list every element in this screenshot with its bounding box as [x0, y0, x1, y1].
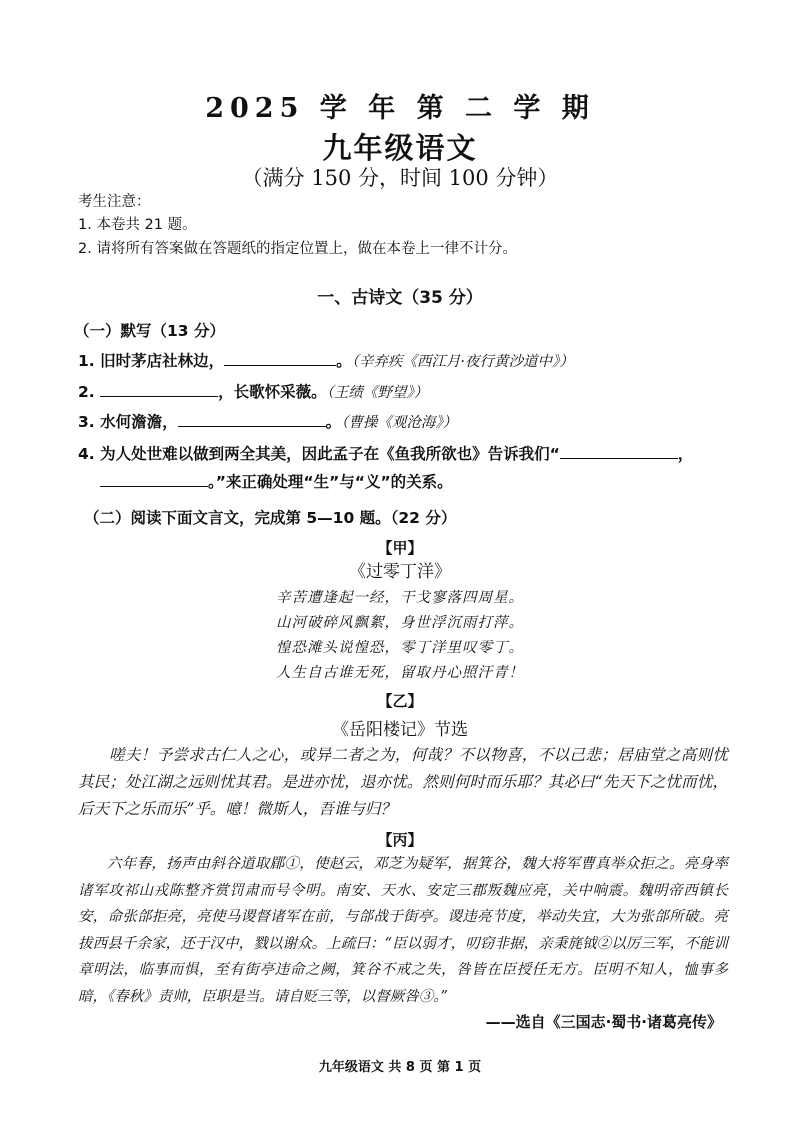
- passage-jia-label: 【甲】: [377, 539, 423, 557]
- passage-jia-title: 《过零丁洋》: [349, 562, 451, 582]
- passage-bing-label: 【丙】: [377, 831, 423, 849]
- passage-yi-title: 《岳阳楼记》节选: [332, 720, 468, 740]
- q3-answer-blank[interactable]: [178, 412, 326, 427]
- subject-title: 九年级语文: [322, 131, 478, 165]
- q3-post: 。: [325, 413, 342, 431]
- q2-number: 2.: [78, 383, 95, 401]
- q4-answer-blank-2[interactable]: [100, 472, 208, 487]
- passage-bing-citation: ——选自《三国志·蜀书·诸葛亮传》: [485, 1013, 722, 1031]
- question-4-line-2: [100, 470, 453, 492]
- q3-source: （曹操《观沧海》）: [341, 415, 458, 431]
- q3-pre: 水何澹澹，: [100, 413, 178, 431]
- question-1: [78, 349, 574, 371]
- passage-bing-text: 六年春，扬声由斜谷道取郿①，使赵云，邓芝为疑军，据箕谷，魏大将军曹真举众拒之。亮身率诸军攻祁山戎陈整齐赏罚肃而号令明。南安、天水、安定三郡叛魏应亮，关中响震。魏明帝西镇长安，命张郃拒亮，亮使马谡督诸军在前，与郃战于街亭。谡违亮节度，举动失宜，大为张郃所破。亮拔西县千余家，还于汉中，戮以谢众。上疏曰：“臣以弱才，叨窃非据，亲秉旄钺②以厉三军，不能训章明法，临事而惧，至有街亭违命之阙，箕谷不戒之失，咎皆在臣授任无方。臣明不知人，恤事多暗，《春秋》责帅，臣职是当。请自贬三等，以督厥咎③。”: [78, 856, 728, 1005]
- part-1-title: （一）默写（13 分）: [74, 322, 225, 340]
- poem-line-2: 山河破碎风飘絮，身世浮沉雨打萍。: [276, 615, 524, 631]
- page-footer: 九年级语文 共 8 页 第 1 页: [318, 1060, 482, 1075]
- part-2-title: （二）阅读下面文言文，完成第 5—10 题。（22 分）: [84, 509, 457, 527]
- q2-post: ，长歌怀采薇。: [218, 383, 327, 401]
- q1-answer-blank[interactable]: [224, 351, 336, 366]
- poem-line-4: 人生自古谁无死，留取丹心照汗青！: [276, 665, 524, 681]
- question-4-line-1: [78, 442, 693, 464]
- q4-number: 4.: [78, 445, 95, 463]
- q3-number: 3.: [78, 413, 95, 431]
- passage-yi-label: 【乙】: [377, 692, 423, 710]
- q4-answer-blank-1[interactable]: [560, 444, 678, 459]
- q2-source: （王绩《野望》）: [326, 385, 429, 401]
- term-title: 2025 学 年 第 二 学 期: [205, 93, 595, 124]
- section-1-title: 一、古诗文（35 分）: [317, 288, 483, 308]
- passage-yi-text: 嗟夫！予尝求古仁人之心，或异二者之为，何哉？不以物喜，不以己悲；居庙堂之高则忧其民；处江湖之远则忧其君。是进亦忧，退亦忧。然则何时而乐耶？其必曰“先天下之忧而忧，后天下之乐而乐”乎。噫！微斯人，吾谁与归？: [78, 746, 728, 818]
- notice-item-2: 2. 请将所有答案做在答题纸的指定位置上，做在本卷上一律不计分。: [78, 241, 517, 257]
- notice-title: 考生注意：: [78, 194, 151, 210]
- question-2: [78, 380, 428, 402]
- score-time-note: （满分 150 分，时间 100 分钟）: [241, 166, 559, 190]
- poem-line-1: 辛苦遭逢起一经，干戈寥落四周星。: [276, 590, 524, 606]
- q1-post: 。: [336, 352, 352, 370]
- q4-line2-post: 。”来正确处理“生”与“义”的关系。: [208, 473, 453, 491]
- q1-pre: 旧时茅店社林边，: [100, 352, 225, 370]
- q4-line1-pre: 为人处世难以做到两全其美，因此孟子在《鱼我所欲也》告诉我们“: [100, 445, 560, 463]
- poem-line-3: 惶恐滩头说惶恐，零丁洋里叹零丁。: [276, 640, 524, 656]
- q1-number: 1.: [78, 352, 95, 370]
- notice-item-1: 1. 本卷共 21 题。: [78, 217, 197, 233]
- question-3: [78, 410, 457, 432]
- q1-source: （辛弃疾《西江月·夜行黄沙道中》）: [351, 354, 574, 370]
- q4-line1-post: ，: [677, 445, 694, 463]
- q2-answer-blank[interactable]: [100, 382, 218, 397]
